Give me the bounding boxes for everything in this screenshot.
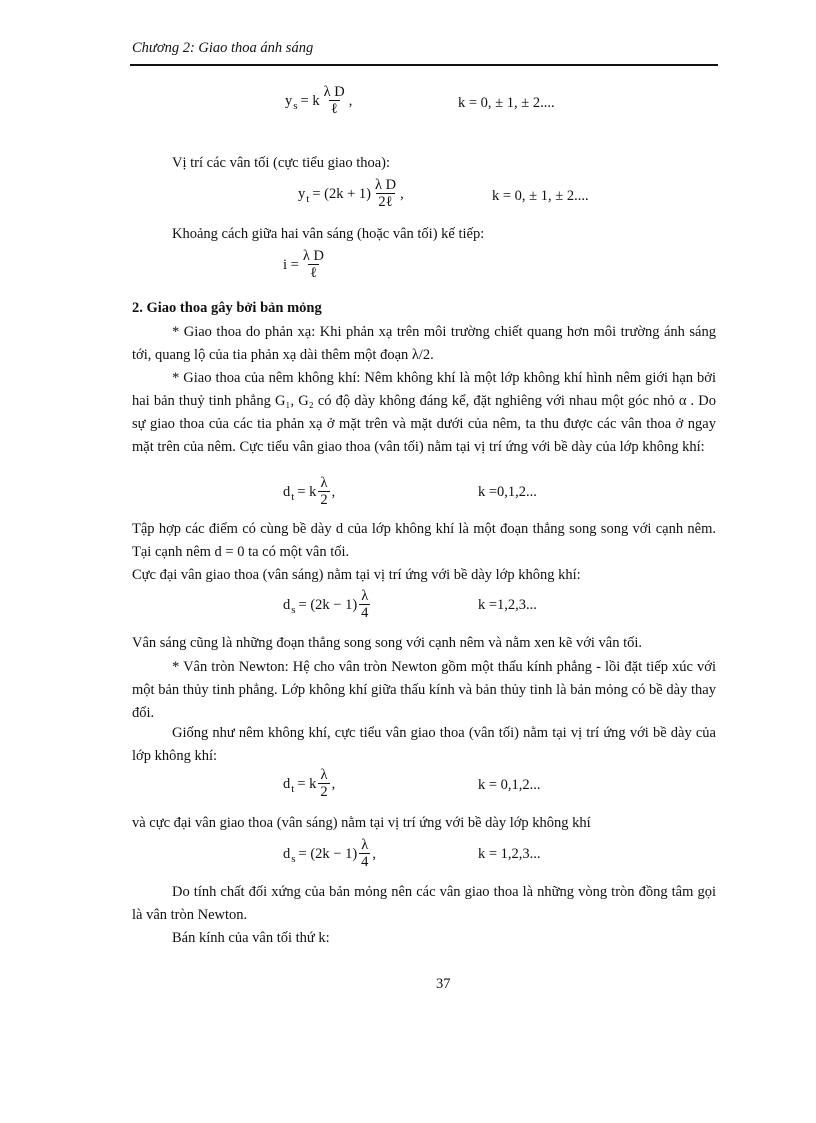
- eq-eqk: = (2k − 1): [298, 596, 358, 613]
- eq-sub: t: [291, 783, 295, 795]
- k-values: k = 0,1,2...: [478, 777, 541, 793]
- denominator: 2: [320, 784, 328, 800]
- numerator: λ: [320, 767, 328, 783]
- eq-sub: t: [291, 491, 295, 503]
- fraction: [301, 248, 326, 282]
- eq-tail: ,: [331, 483, 336, 500]
- eq-lhs: y: [298, 185, 306, 202]
- fraction: [318, 767, 329, 801]
- equation-ys: [285, 84, 352, 118]
- paragraph: Bán kính của vân tối thứ k:: [172, 930, 330, 946]
- eq-sub: s: [291, 853, 296, 865]
- denominator: 4: [361, 854, 369, 870]
- eq-sub: t: [306, 193, 310, 205]
- eq-tail: ,: [331, 775, 336, 792]
- denominator: 2: [320, 492, 328, 508]
- eq-lhs: i =: [283, 256, 299, 273]
- numerator: λ: [320, 475, 328, 491]
- equation-dt-2: [283, 767, 335, 801]
- paragraph: * Giao thoa của nêm không khí: Nêm không khí là một lớp không khí hình nêm giới hạn bởi hai bản thuỷ tinh phẳng G₁, G₂ có độ dày không đáng kể, đặt nghiêng với nhau một góc nhỏ α . Do sự giao thoa của các tia phản xạ ở mặt trên và mặt dưới của nêm, ta thu được các vân thoa ở ngay mặt trên của nêm. Cực tiểu vân giao thoa (vân tối) nằm tại vị trí ứng với bề dày của lớp không khí:: [132, 370, 716, 455]
- paragraph: Vân sáng cũng là những đoạn thẳng song song với cạnh nêm và nằm xen kẽ với vân tối.: [132, 635, 643, 651]
- fraction: [373, 177, 398, 211]
- eq-sub: s: [291, 604, 296, 616]
- equation-ds-1: [283, 588, 372, 622]
- paragraph: Do tính chất đối xứng của bản mỏng nên các vân giao thoa là những vòng tròn đồng tâm gọi là vân tròn Newton.: [132, 884, 716, 923]
- paragraph: * Vân tròn Newton: Hệ cho vân tròn Newton gồm một thấu kính phẳng - lồi đặt tiếp xúc với một bản thủy tinh phẳng. Lớp không khí giữa thấu kính và bản thủy tinh là bản mỏng có bề dày thay đổi.: [132, 659, 716, 721]
- equation-i: [283, 248, 328, 282]
- eq-lhs: d: [283, 775, 291, 792]
- eq-tail: ,: [372, 845, 377, 862]
- numerator: λ: [361, 588, 369, 604]
- paragraph: Khoảng cách giữa hai vân sáng (hoặc vân tối) kế tiếp:: [172, 226, 485, 242]
- numerator: λ D: [374, 177, 397, 193]
- eq-eqk: = k: [297, 483, 317, 500]
- equation-ds-2: [283, 837, 376, 871]
- eq-eqk: = (2k − 1): [298, 845, 358, 862]
- eq-lhs: d: [283, 483, 291, 500]
- page-number: 37: [436, 976, 451, 992]
- k-values: k =1,2,3...: [478, 597, 537, 613]
- k-values: k =0,1,2...: [478, 484, 537, 500]
- numerator: λ D: [302, 248, 324, 264]
- denominator: ℓ: [330, 101, 338, 117]
- denominator: ℓ: [309, 265, 317, 281]
- eq-tail: ,: [348, 92, 353, 109]
- numerator: λ D: [323, 84, 345, 100]
- eq-eqk: = k: [297, 775, 317, 792]
- equation-yt: [298, 177, 404, 211]
- eq-lhs: d: [283, 596, 291, 613]
- eq-tail: ,: [400, 185, 404, 202]
- k-values: k = 0, ± 1, ± 2....: [458, 95, 555, 111]
- fraction: [318, 475, 329, 509]
- eq-eqk: = (2k + 1): [312, 185, 371, 202]
- paragraph: Cực đại vân giao thoa (vân sáng) nằm tại vị trí ứng với bề dày lớp không khí:: [132, 567, 581, 583]
- fraction: [359, 588, 370, 622]
- paragraph: Tập hợp các điểm có cùng bề dày d của lớp không khí là một đoạn thẳng song song với cạnh nêm. Tại cạnh nêm d = 0 ta có một vân tối.: [132, 521, 716, 560]
- paragraph: Vị trí các vân tối (cực tiểu giao thoa):: [172, 155, 391, 171]
- denominator: 4: [361, 605, 369, 621]
- paragraph: và cực đại vân giao thoa (vân sáng) nằm tại vị trí ứng với bề dày lớp không khí: [132, 815, 591, 831]
- numerator: λ: [361, 837, 369, 853]
- paragraph: Giống như nêm không khí, cực tiểu vân giao thoa (vân tối) nằm tại vị trí ứng với bề dày của lớp không khí:: [132, 725, 716, 764]
- k-values: k = 0, ± 1, ± 2....: [492, 188, 589, 204]
- eq-lhs: d: [283, 845, 291, 862]
- k-values: k = 1,2,3...: [478, 846, 541, 862]
- equation-dt-1: [283, 475, 335, 509]
- fraction: [322, 84, 347, 118]
- eq-lhs: y: [285, 92, 293, 109]
- section-heading: 2. Giao thoa gây bởi bản mỏng: [132, 300, 322, 316]
- eq-eqk: = k: [300, 92, 320, 109]
- eq-sub: s: [293, 100, 298, 112]
- paragraph: * Giao thoa do phản xạ: Khi phản xạ trên môi trường chiết quang hơn môi trường ánh sáng tới, quang lộ của tia phản xạ dài thêm một đoạn λ/2.: [132, 324, 716, 363]
- running-header: Chương 2: Giao thoa ánh sáng: [132, 40, 314, 56]
- fraction: [359, 837, 370, 871]
- header-rule: [130, 64, 718, 66]
- denominator: 2ℓ: [378, 194, 393, 210]
